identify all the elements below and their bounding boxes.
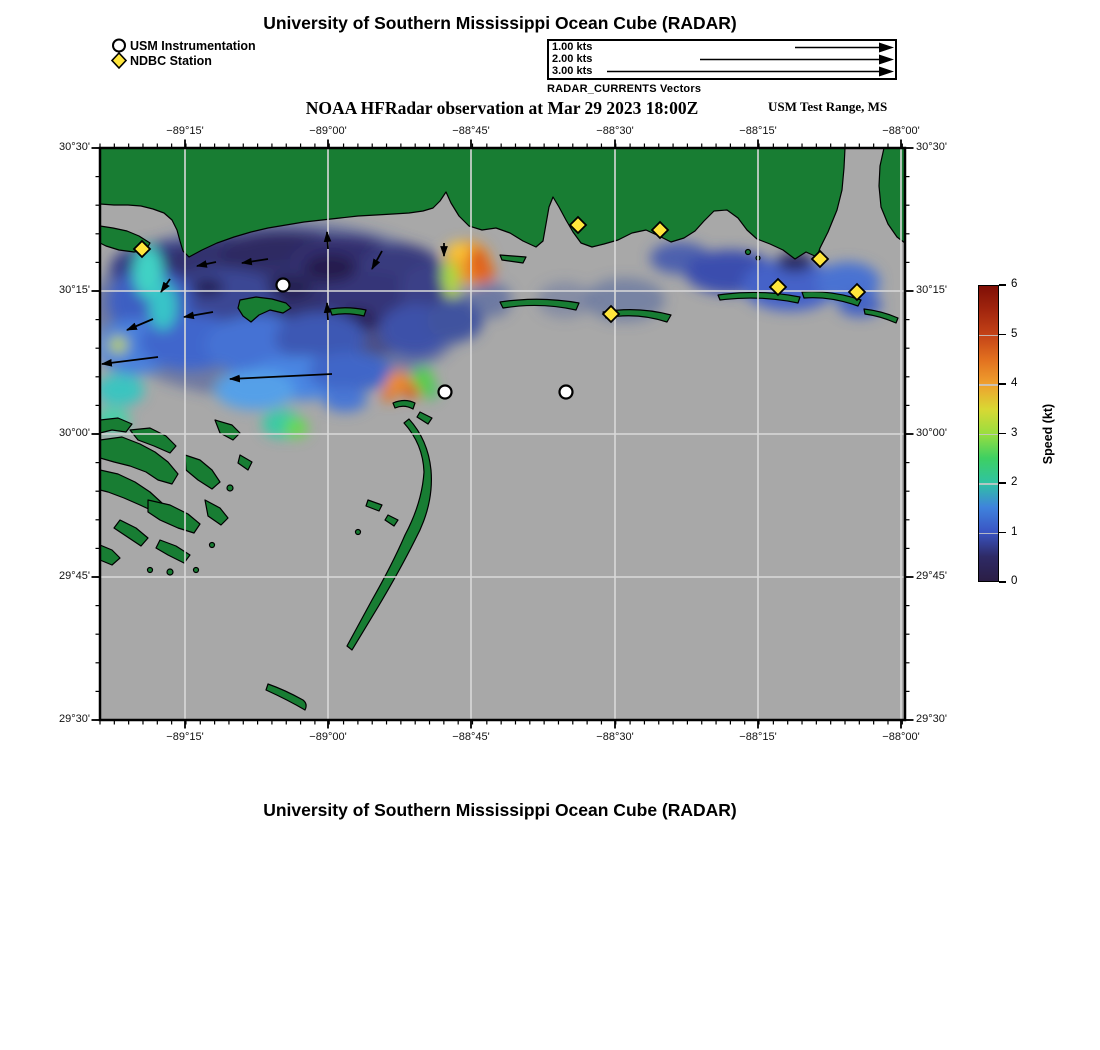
colorbar-tick <box>999 581 1006 583</box>
lat-tick-label-left: 30°15' <box>59 284 90 296</box>
vector-scale-caption: RADAR_CURRENTS Vectors <box>547 83 702 95</box>
usm-instrumentation-marker <box>560 386 573 399</box>
colorbar-tick <box>999 532 1006 534</box>
lon-tick-label-bottom: −88°15' <box>739 731 777 743</box>
colorbar-tick <box>999 284 1006 286</box>
figure-bottom-title: University of Southern Mississippi Ocean Cube (RADAR) <box>263 800 737 820</box>
usm-instrumentation-legend-icon <box>113 40 125 52</box>
lat-tick-label-right: 30°30' <box>916 141 947 153</box>
lon-tick-label-top: −89°00' <box>309 125 347 137</box>
scale-row-3-label: 3.00 kts <box>552 65 593 77</box>
lat-tick-label-left: 30°00' <box>59 427 90 439</box>
tiny-island <box>356 530 361 535</box>
lon-tick-label-top: −89°15' <box>166 125 204 137</box>
legend-usm-label: USM Instrumentation <box>130 39 256 53</box>
lon-tick-label-bottom: −89°00' <box>309 731 347 743</box>
lat-tick-label-left: 30°30' <box>59 141 90 153</box>
colorbar-tick-label: 4 <box>1011 377 1018 389</box>
legend-ndbc-label: NDBC Station <box>130 53 212 68</box>
lat-tick-label-right: 30°15' <box>916 284 947 296</box>
lon-tick-label-bottom: −88°45' <box>452 731 490 743</box>
current-vector <box>327 303 328 320</box>
current-vector <box>327 232 328 249</box>
colorbar-tick-label: 5 <box>1011 327 1018 340</box>
lon-tick-label-bottom: −88°30' <box>596 731 634 743</box>
colorbar-tick-label: 6 <box>1011 278 1018 290</box>
lat-tick-label-left: 29°45' <box>59 570 90 582</box>
figure-top-title: University of Southern Mississippi Ocean Cube (RADAR) <box>263 13 737 33</box>
marsh-dot <box>194 568 199 573</box>
scale-row-2-label: 2.00 kts <box>552 53 593 65</box>
colorbar-gridline <box>979 335 998 337</box>
lat-tick-label-right: 29°30' <box>916 713 947 725</box>
observation-title: NOAA HFRadar observation at Mar 29 2023 18:00Z <box>305 98 699 118</box>
lat-tick-label-right: 29°45' <box>916 570 947 582</box>
marsh-dot <box>167 569 173 575</box>
lat-tick-label-right: 30°00' <box>916 427 947 439</box>
colorbar-tick <box>999 433 1006 435</box>
colorbar-title: Speed (kt) <box>1041 403 1055 465</box>
lon-tick-label-top: −88°15' <box>739 125 777 137</box>
lon-tick-label-bottom: −88°00' <box>882 731 920 743</box>
lon-tick-label-top: −88°00' <box>882 125 920 137</box>
marsh-dot <box>148 568 153 573</box>
marsh-dot <box>227 485 233 491</box>
colorbar-tick <box>999 383 1006 385</box>
colorbar-tick-label: 2 <box>1011 476 1018 488</box>
scale-row-1-label: 1.00 kts <box>552 41 593 53</box>
ndbc-station-legend-icon <box>112 53 126 68</box>
lon-tick-label-top: −88°30' <box>596 125 634 137</box>
colorbar-gridline <box>979 384 998 386</box>
lat-tick-label-left: 29°30' <box>59 713 90 725</box>
lon-tick-label-top: −88°45' <box>452 125 490 137</box>
lon-tick-label-bottom: −89°15' <box>166 731 204 743</box>
usm-instrumentation-marker <box>277 279 290 292</box>
colorbar-tick <box>999 482 1006 484</box>
colorbar <box>978 285 999 582</box>
colorbar-tick <box>999 334 1006 336</box>
colorbar-tick-label: 3 <box>1011 426 1018 439</box>
tiny-island <box>746 250 751 255</box>
marsh-dot <box>210 543 215 548</box>
colorbar-tick-label: 1 <box>1011 525 1018 538</box>
colorbar-gridline <box>979 483 998 485</box>
colorbar-gridline <box>979 533 998 535</box>
colorbar-gridline <box>979 434 998 436</box>
colorbar-tick-label: 0 <box>1011 575 1018 587</box>
usm-instrumentation-marker <box>439 386 452 399</box>
range-label: USM Test Range, MS <box>768 99 888 114</box>
